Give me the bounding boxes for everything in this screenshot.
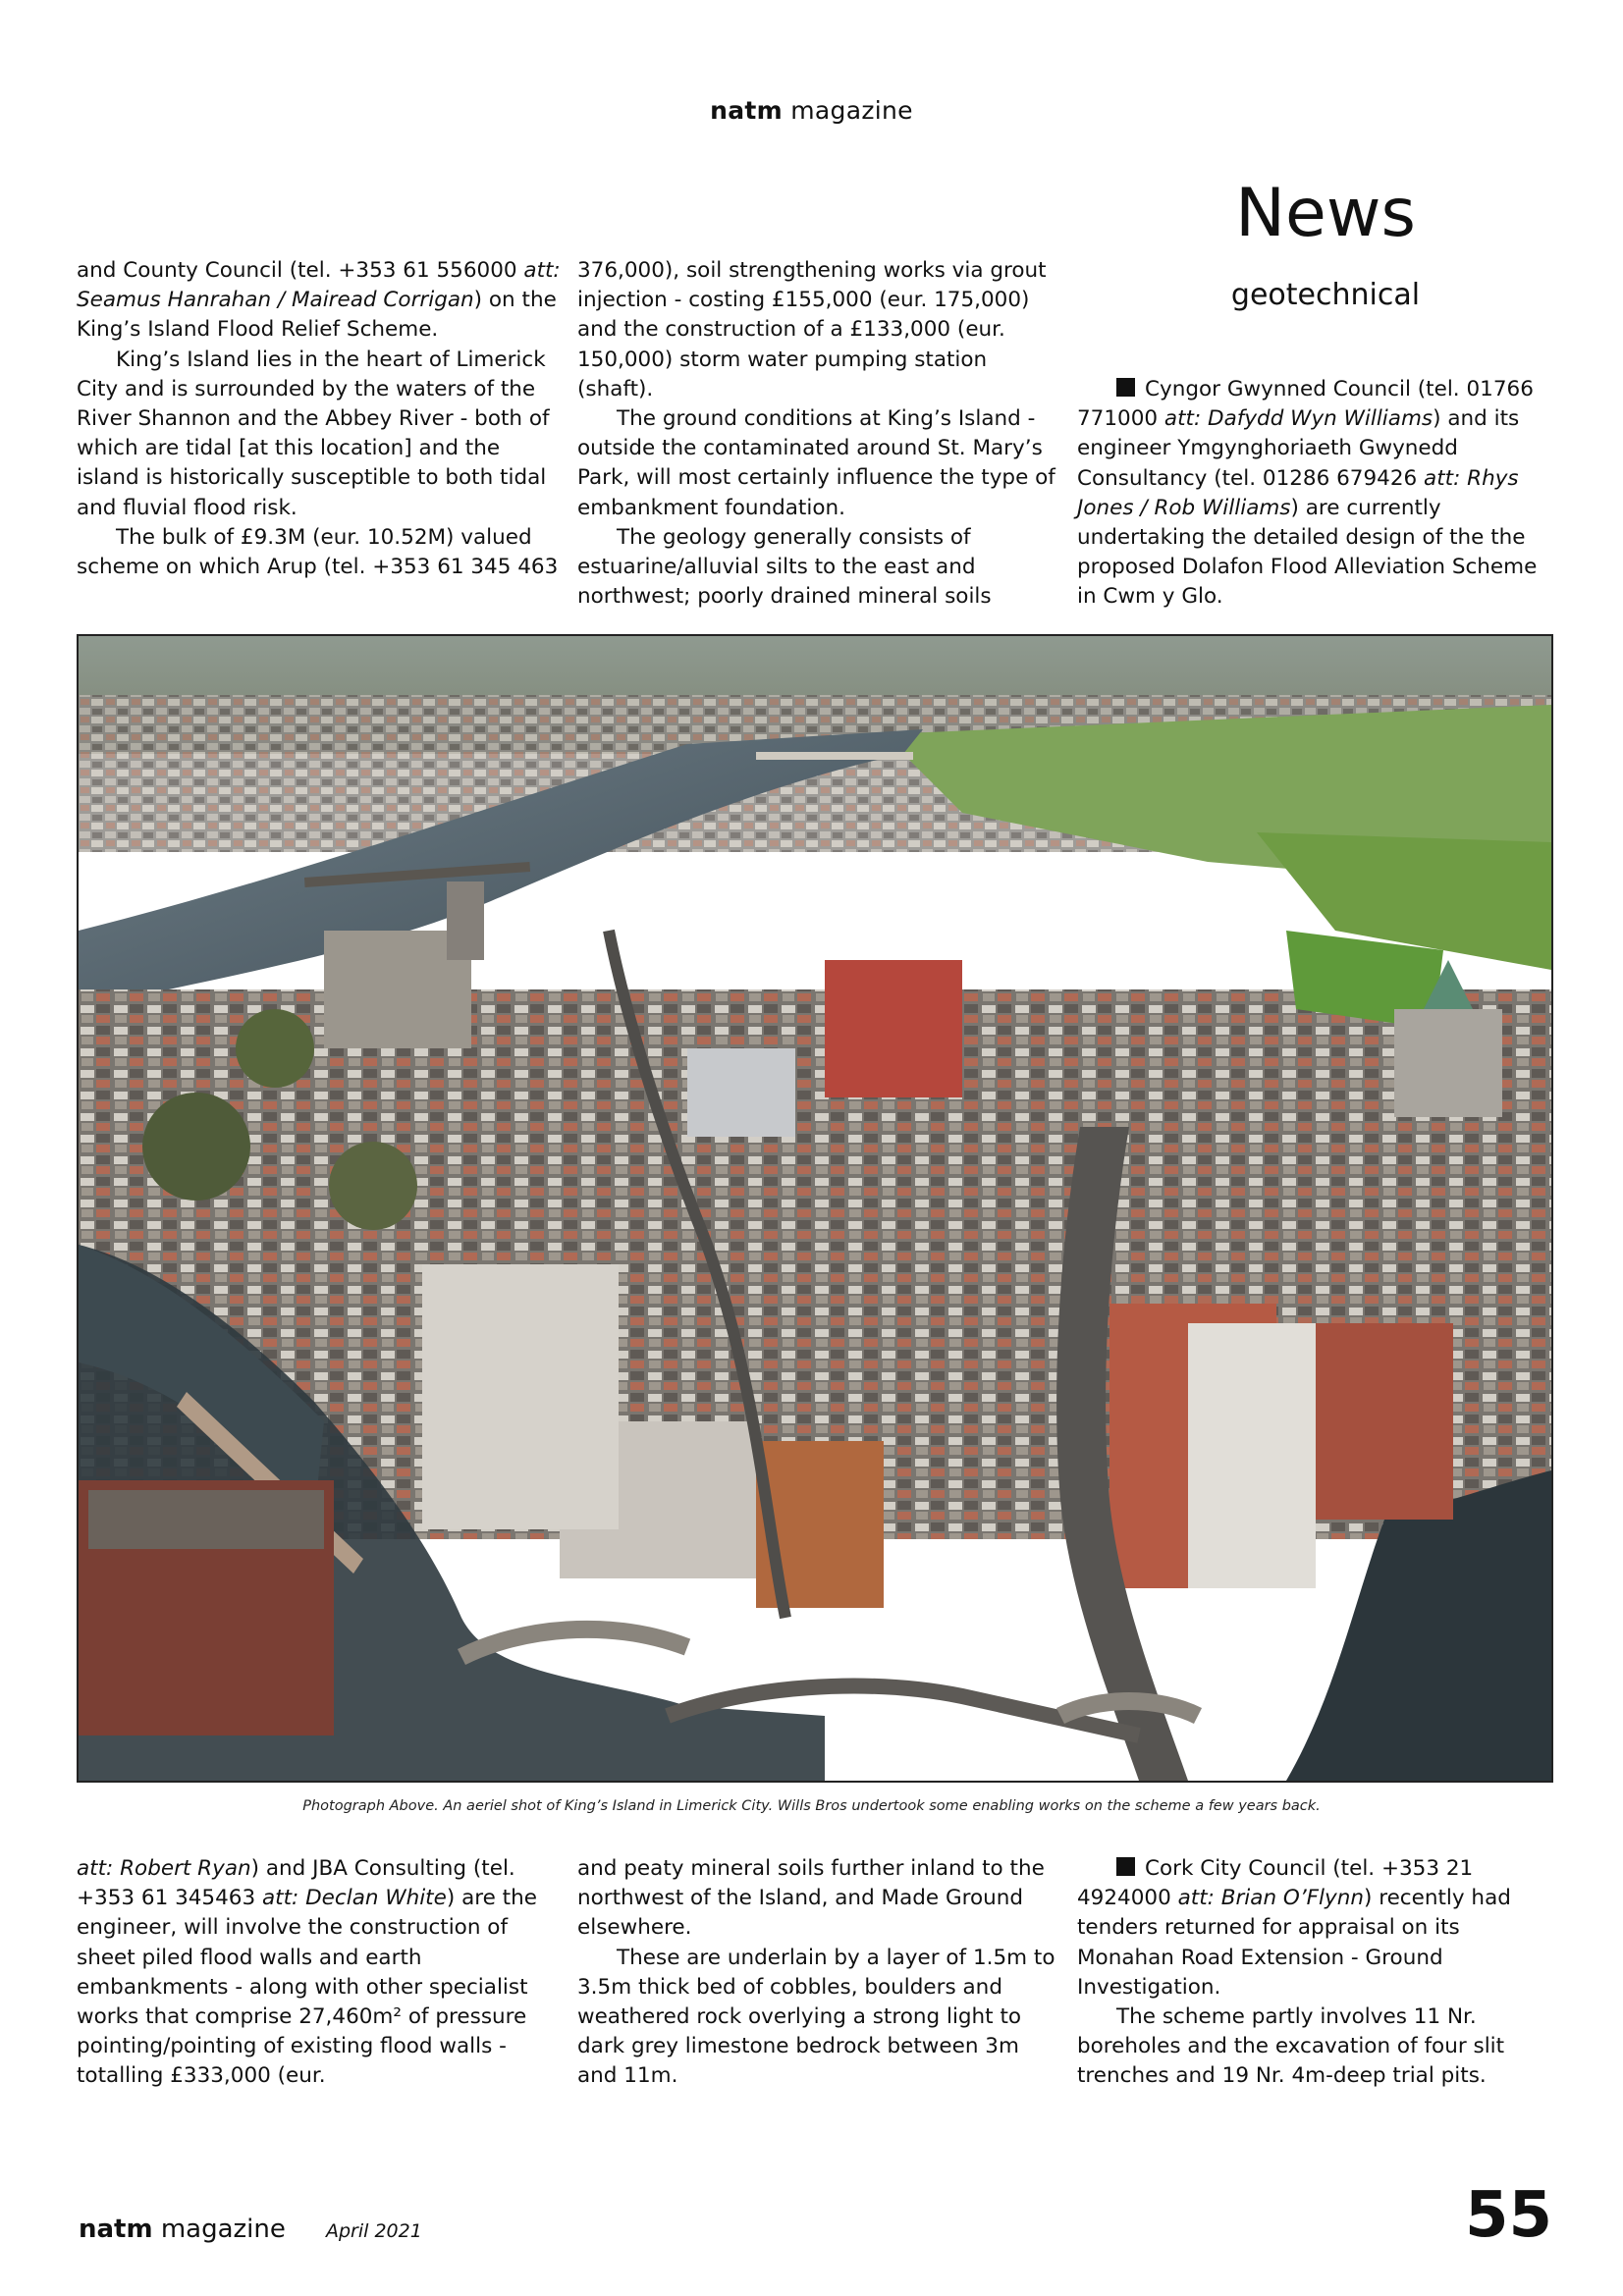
issue-date: April 2021: [326, 2220, 422, 2242]
bullet-square-icon: [1116, 1857, 1135, 1876]
article-column-1-top: [77, 256, 564, 582]
article-paragraph: [577, 523, 1064, 613]
article-paragraph: [77, 346, 564, 523]
article-paragraph: [1077, 2002, 1539, 2092]
text-run: Cyngor Gwynned Council (tel. 01766 771000: [1077, 377, 1534, 432]
article-paragraph: [1077, 375, 1539, 613]
article-paragraph: [577, 256, 1064, 404]
article-paragraph: [577, 1944, 1064, 2092]
text-run: 376,000), soil strengthening works via grout injection - costing £155,000 (eur. 175,000) and the construction of a £133,000 (eur. 150,000) storm water pumping station (shaft).: [577, 258, 1047, 401]
article-column-1-bottom: [77, 1854, 564, 2092]
text-run: and peaty mineral soils further inland to the northwest of the Island, and Made Ground elsewhere.: [577, 1856, 1045, 1941]
text-run: ) are currently undertaking the detailed design of the the proposed Dolafon Flood Alleviation Scheme in Cwm y Glo.: [1077, 495, 1538, 610]
article-paragraph: [577, 404, 1064, 523]
text-run: The ground conditions at King’s Island - outside the contaminated around St. Mary’s Park, will most certainly influence the type of embankment foundation.: [577, 406, 1055, 520]
contact-name: att: Rhys Jones / Rob Williams: [1077, 465, 1519, 520]
contact-name: att: Declan White: [262, 1886, 447, 1911]
text-run: The geology generally consists of estuarine/alluvial silts to the east and northwest; poorly drained mineral soils: [577, 524, 992, 610]
text-run: ) and JBA Consulting (tel. +353 61 345463: [77, 1856, 515, 1911]
footer-brand: [79, 2215, 286, 2244]
contact-name: att: Seamus Hanrahan / Mairead Corrigan: [77, 258, 561, 313]
contact-name: att: Brian O’Flynn: [1177, 1886, 1364, 1911]
aerial-photo-illustration: [79, 636, 1551, 1781]
text-run: and County Council (tel. +353 61 556000: [77, 258, 524, 283]
footer-brand-rest: magazine: [152, 2215, 286, 2244]
text-run: ) on the King’s Island Flood Relief Scheme.: [77, 288, 557, 343]
contact-name: att: Robert Ryan: [77, 1856, 251, 1881]
text-run: ) recently had tenders returned for appraisal on its Monahan Road Extension - Ground Investigation.: [1077, 1886, 1511, 2000]
section-title: News: [1235, 175, 1416, 252]
aerial-photo: [77, 634, 1553, 1783]
article-column-3-top: [1077, 375, 1539, 613]
article-paragraph: [77, 1854, 564, 2092]
masthead-brand-bold: natm: [710, 96, 784, 125]
text-run: Cork City Council (tel. +353 21 4924000: [1077, 1856, 1474, 1911]
text-run: ) and its engineer Ymgynghoriaeth Gwynedd Consultancy (tel. 01286 679426: [1077, 406, 1520, 491]
article-paragraph: [577, 1854, 1064, 1944]
masthead: [0, 96, 1623, 125]
page-number: 55: [1464, 2179, 1552, 2252]
photo-caption: Photograph Above. An aeriel shot of King’s Island in Limerick City. Wills Bros undertook some enabling works on the scheme a few years back.: [302, 1798, 1321, 1814]
masthead-brand-rest: magazine: [783, 96, 913, 125]
article-paragraph: [1077, 1854, 1539, 2002]
article-paragraph: [77, 256, 564, 346]
article-column-2-top: [577, 256, 1064, 612]
text-run: The scheme partly involves 11 Nr. boreholes and the excavation of four slit trenches and 19 Nr. 4m-deep trial pits.: [1077, 2004, 1505, 2089]
contact-name: att: Dafydd Wyn Williams: [1163, 406, 1434, 432]
bullet-square-icon: [1116, 378, 1135, 397]
article-column-2-bottom: [577, 1854, 1064, 2092]
text-run: The bulk of £9.3M (eur. 10.52M) valued scheme on which Arup (tel. +353 61 345 463: [77, 524, 559, 580]
text-run: King’s Island lies in the heart of Limerick City and is surrounded by the waters of the River Shannon and the Abbey River - both of which are tidal [at this location] and the island is historically susceptible to both tidal and fluvial flood risk.: [77, 347, 550, 520]
footer-brand-bold: natm: [79, 2215, 153, 2244]
text-run: ) are the engineer, will involve the construction of sheet piled flood walls and earth embankments - along with other specialist works that comprise 27,460m² of pressure pointing/pointing of existing flood walls - totalling £333,000 (eur.: [77, 1886, 537, 2089]
section-subtitle: geotechnical: [1230, 278, 1421, 312]
text-run: These are underlain by a layer of 1.5m to 3.5m thick bed of cobbles, boulders and weathered rock overlying a strong light to dark grey limestone bedrock between 3m and 11m.: [577, 1945, 1055, 2089]
article-column-3-bottom: [1077, 1854, 1539, 2092]
article-paragraph: [77, 523, 564, 582]
